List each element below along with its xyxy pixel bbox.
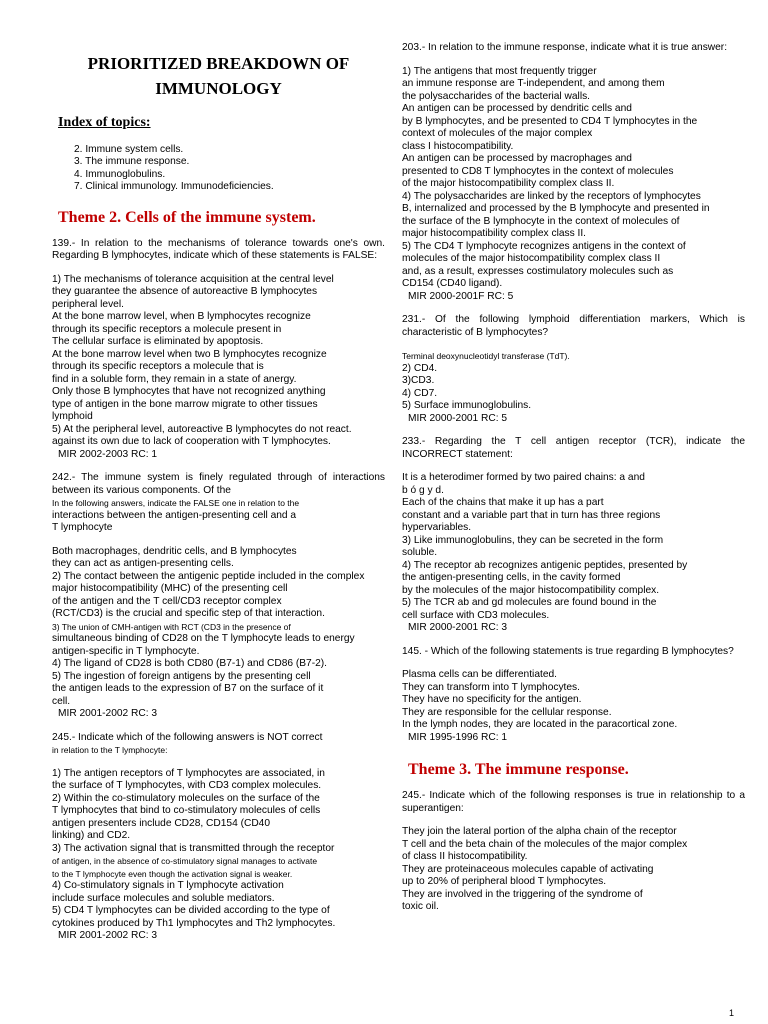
- answer-line: 2) Within the co-stimulatory molecules on the surface of the: [52, 792, 320, 804]
- answer-line: they can act as antigen-presenting cells.: [52, 558, 234, 569]
- question-stem: 203.- In relation to the immune response, indicate what it is true answer:: [402, 42, 728, 53]
- answer-line: type of antigen in the bone marrow migrate to other tissues: [52, 398, 318, 410]
- answer-line: 4) The receptor ab recognizes antigenic peptides, presented by: [402, 559, 688, 571]
- exam-reference: MIR 2001-2002 RC: 3: [58, 930, 158, 941]
- answer-line: of the major histocompatibility complex class II.: [402, 178, 615, 189]
- exam-reference: MIR 2000-2001 RC: 5: [408, 412, 508, 424]
- page-number: 1: [729, 1008, 735, 1018]
- answer-line: 4) The ligand of CD28 is both CD80 (B7-1) and CD86 (B7-2).: [52, 658, 328, 669]
- exam-reference: MIR 2001-2002 RC: 3: [58, 708, 158, 719]
- answer-line: by B lymphocytes, and be presented to CD4 T lymphocytes in the: [402, 115, 698, 127]
- answer-line: include surface molecules and soluble mediators.: [52, 892, 275, 904]
- answer-line: linking) and CD2.: [52, 830, 131, 841]
- answer-line: T cell and the beta chain of the molecules of the major complex: [402, 838, 688, 850]
- answer-line: They can transform into T lymphocytes.: [402, 681, 580, 693]
- answer-line: the antigen leads to the expression of B7 on the surface of it: [52, 683, 324, 694]
- exam-reference: MIR 2000-2001F RC: 5: [408, 290, 514, 302]
- exam-reference: MIR 2000-2001 RC: 3: [408, 622, 508, 633]
- answer-line: the surface of T lymphocytes, with CD3 complex molecules.: [52, 780, 322, 791]
- question-stem: 242.- The immune system is finely regulated through of interactions between its various components. Of the: [52, 472, 385, 496]
- document-title: PRIORITIZED BREAKDOWN OF IMMUNOLOGY: [87, 54, 350, 98]
- answer-line: through its specific receptors a molecule present in: [52, 323, 282, 335]
- answer-line-small: of antigen, in the absence of co-stimulatory signal manages to activate: [52, 856, 318, 866]
- index-heading: Index of topics:: [58, 115, 151, 130]
- answer-line: up to 20% of peripheral blood T lymphocytes.: [402, 876, 607, 887]
- index-item: 4. Immunoglobulins.: [74, 168, 166, 180]
- answer-line: major histocompatibility (MHC) of the presenting cell: [52, 583, 288, 594]
- answer-line: presented to CD8 T lymphocytes in the context of molecules: [402, 165, 674, 177]
- answer-line: class I histocompatibility.: [402, 140, 514, 152]
- answer-line: 1) The antigen receptors of T lymphocytes are associated, in: [52, 767, 325, 779]
- answer-line: and, as a result, expresses costimulatory molecules such as: [402, 265, 674, 277]
- answer-line: the antigen-presenting cells, in the cavity formed: [402, 572, 621, 583]
- theme-2-heading: Theme 2. Cells of the immune system.: [58, 208, 316, 226]
- answer-line: CD154 (CD40 ligand).: [402, 278, 503, 289]
- answer-line: T lymphocyte: [52, 522, 113, 533]
- question-145: [402, 646, 745, 745]
- answer-line: B, internalized and processed by the B lymphocyte and presented in: [402, 203, 710, 214]
- question-245-b: [402, 790, 745, 914]
- answer-line: 4) The polysaccharides are linked by the receptors of lymphocytes: [402, 190, 701, 202]
- answer-line: cell.: [52, 695, 71, 707]
- question-242: [52, 472, 385, 721]
- answer-line: antigen presenters include CD28, CD154 (CD40: [52, 817, 271, 829]
- answer-line: interactions between the antigen-presenting cell and a: [52, 509, 297, 521]
- index-list: [74, 144, 385, 194]
- right-column: [402, 42, 745, 925]
- answer-line: Both macrophages, dendritic cells, and B lymphocytes: [52, 545, 297, 557]
- answer-line: An antigen can be processed by dendritic cells and: [402, 103, 632, 114]
- answer-line: It is a heterodimer formed by two paired chains: a and: [402, 472, 645, 483]
- answer-line: toxic oil.: [402, 901, 439, 912]
- theme-3-heading: Theme 3. The immune response.: [408, 761, 629, 778]
- answer-line: 5) CD4 T lymphocytes can be divided according to the type of: [52, 905, 330, 916]
- answer-line: 3) The activation signal that is transmitted through the receptor: [52, 842, 335, 854]
- answer-line: They are involved in the triggering of the syndrome of: [402, 888, 643, 900]
- answer-line: by the molecules of the major histocompatibility complex.: [402, 584, 660, 596]
- answer-line: b ó g y d.: [402, 484, 444, 496]
- answer-line: lymphoid: [52, 411, 93, 422]
- question-stem: 145. - Which of the following statements is true regarding B lymphocytes?: [402, 645, 734, 657]
- answer-line: Each of the chains that make it up has a part: [402, 497, 604, 508]
- answer-line: They join the lateral portion of the alpha chain of the receptor: [402, 826, 677, 837]
- answer-line: The cellular surface is eliminated by apoptosis.: [52, 336, 264, 347]
- question-stem-small: in relation to the T lymphocyte:: [52, 745, 168, 755]
- answer-line: 4) CD7.: [402, 387, 438, 399]
- exam-reference: MIR 2002-2003 RC: 1: [58, 448, 158, 460]
- question-stem: 231.- Of the following lymphoid differentiation markers, Which is characteristic of B lymphocytes?: [402, 314, 745, 338]
- answer-line: molecules of the major histocompatibility complex class II: [402, 253, 661, 264]
- answer-line: Plasma cells can be differentiated.: [402, 669, 557, 680]
- answer-line: cytokines produced by Th1 lymphocytes and Th2 lymphocytes.: [52, 917, 336, 929]
- answer-line: 2) CD4.: [402, 362, 438, 374]
- question-139: [52, 238, 385, 462]
- answer-line: hypervariables.: [402, 522, 472, 533]
- answer-line: cell surface with CD3 molecules.: [402, 609, 550, 621]
- question-stem: 245.- Indicate which of the following answers is NOT correct: [52, 731, 323, 743]
- answer-line: T lymphocytes that bind to co-stimulatory molecules of cells: [52, 805, 321, 816]
- question-203: [402, 42, 745, 303]
- answer-line: through its specific receptors a molecule that is: [52, 361, 264, 372]
- answer-line: of the antigen and the T cell/CD3 receptor complex: [52, 595, 282, 607]
- answer-line-small: 3) The union of CMH-antigen with RCT (CD3 in the presence of: [52, 621, 291, 632]
- question-233: [402, 436, 745, 635]
- answer-line-small: Terminal deoxynucleotidyl transferase (TdT).: [402, 351, 570, 361]
- answer-line: They are proteinaceous molecules capable of activating: [402, 863, 654, 875]
- answer-line: 5) The TCR ab and gd molecules are found bound in the: [402, 597, 657, 608]
- answer-line: they guarantee the absence of autoreactive B lymphocytes: [52, 286, 318, 297]
- answer-line: At the bone marrow level, when B lymphocytes recognize: [52, 311, 311, 322]
- answer-line: the surface of the B lymphocyte in the context of molecules of: [402, 215, 680, 227]
- left-column: [52, 40, 385, 954]
- answer-line: context of molecules of the major complex: [402, 128, 593, 139]
- answer-line: 3) Like immunoglobulins, they can be secreted in the form: [402, 534, 664, 546]
- exam-reference: MIR 1995-1996 RC: 1: [408, 731, 508, 743]
- answer-line: 5) At the peripheral level, autoreactive B lymphocytes do not react.: [52, 423, 352, 435]
- question-245-a: [52, 732, 385, 943]
- answer-line: (RCT/CD3) is the crucial and specific step of that interaction.: [52, 608, 325, 619]
- answer-line: the polysaccharides of the bacterial walls.: [402, 90, 591, 102]
- answer-line: 5) The ingestion of foreign antigens by the presenting cell: [52, 670, 311, 682]
- question-stem: 139.- In relation to the mechanisms of tolerance towards one's own. Regarding B lymphocytes, indicate which of these statements is FALSE:: [52, 237, 385, 261]
- answer-line: At the bone marrow level when two B lymphocytes recognize: [52, 348, 327, 360]
- answer-line: In the lymph nodes, they are located in the paracortical zone.: [402, 719, 678, 730]
- index-item: 3. The immune response.: [74, 156, 190, 167]
- question-stem: 233.- Regarding the T cell antigen receptor (TCR), indicate the INCORRECT statement:: [402, 436, 745, 460]
- answer-line: simultaneous binding of CD28 on the T lymphocyte leads to energy: [52, 633, 355, 644]
- answer-line: 1) The mechanisms of tolerance acquisition at the central level: [52, 273, 334, 285]
- answer-line: constant and a variable part that in turn has three regions: [402, 509, 661, 521]
- index-item: 2. Immune system cells.: [74, 143, 184, 155]
- answer-line: peripheral level.: [52, 298, 124, 310]
- answer-line: 4) Co-stimulatory signals in T lymphocyte activation: [52, 880, 284, 891]
- answer-line-small: to the T lymphocyte even though the activation signal is weaker.: [52, 868, 293, 879]
- answer-line: 5) Surface immunoglobulins.: [402, 400, 532, 411]
- answer-line: 1) The antigens that most frequently trigger: [402, 65, 597, 77]
- question-231: [402, 314, 745, 425]
- answer-line: an immune response are T-independent, and among them: [402, 78, 665, 89]
- answer-line: find in a soluble form, they remain in a state of anergy.: [52, 373, 297, 385]
- answer-line: Only those B lymphocytes that have not recognized anything: [52, 386, 326, 397]
- answer-line: against its own due to lack of cooperation with T lymphocytes.: [52, 436, 331, 447]
- answer-line: 5) The CD4 T lymphocyte recognizes antigens in the context of: [402, 240, 686, 252]
- answer-line: of class II histocompatibility.: [402, 851, 528, 862]
- question-stem: 245.- Indicate which of the following responses is true in relationship to a superantigen:: [402, 790, 745, 814]
- answer-line: major histocompatibility complex class II.: [402, 228, 587, 239]
- index-item: 7. Clinical immunology. Immunodeficiencies.: [74, 181, 274, 192]
- answer-line: soluble.: [402, 547, 438, 558]
- answer-line: 2) The contact between the antigenic peptide included in the complex: [52, 570, 365, 582]
- answer-line: They have no specificity for the antigen.: [402, 694, 582, 705]
- answer-line: 3)CD3.: [402, 375, 435, 386]
- answer-line: They are responsible for the cellular response.: [402, 706, 612, 718]
- question-stem-small: In the following answers, indicate the FALSE one in relation to the: [52, 498, 300, 508]
- answer-line: antigen-specific in T lymphocyte.: [52, 645, 200, 657]
- answer-line: An antigen can be processed by macrophages and: [402, 153, 632, 164]
